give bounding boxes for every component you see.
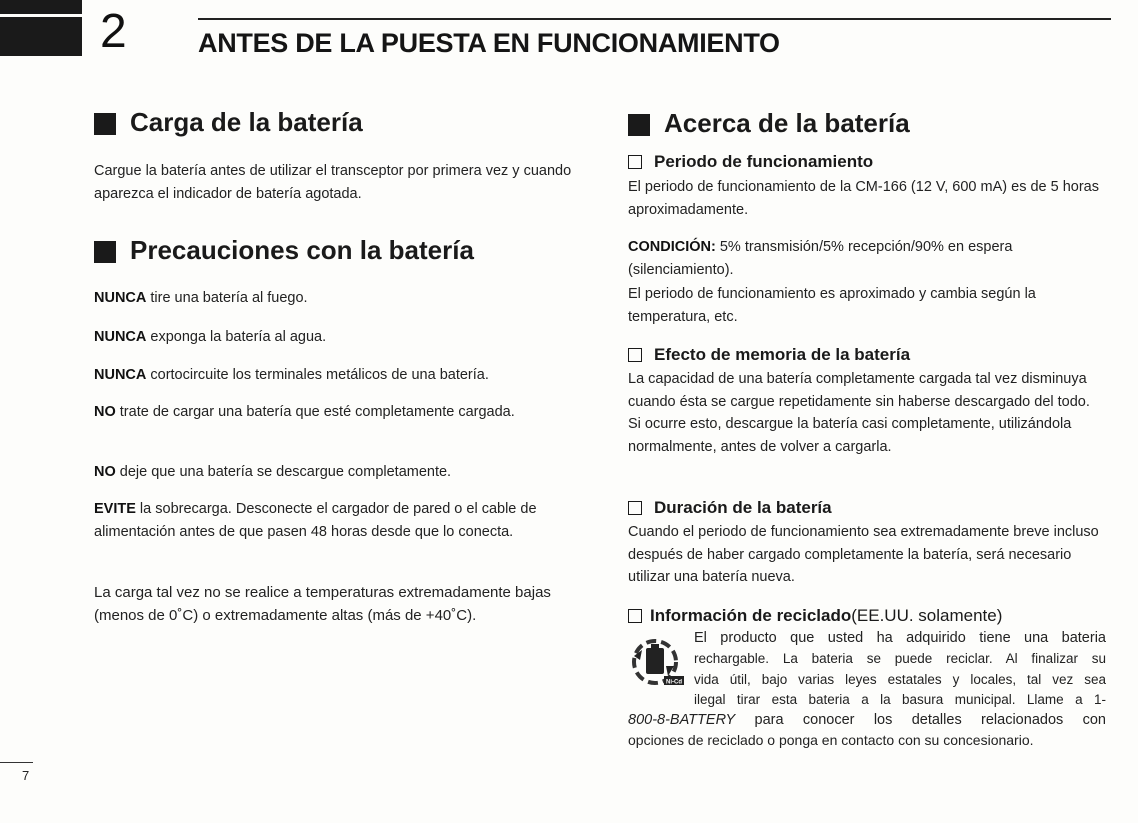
periodo-text: El periodo de funcionamiento de la CM-166 (12 V, 600 mA) es de 5 horas aproximadamente. (628, 179, 1099, 218)
chapter-tab (0, 0, 82, 56)
bullet-square-icon (94, 241, 116, 263)
header-rule (198, 18, 1111, 20)
precaution-item: NUNCA tire una batería al fuego. (94, 290, 308, 306)
recycle-line: opciones de reciclado o ponga en contacto con su concesionario. (628, 732, 1034, 748)
precaution-item: NO trate de cargar una batería que esté completamente cargada. (94, 404, 515, 420)
temperature-note: La carga tal vez no se realice a temperaturas extremadamente bajas (menos de 0˚C) o extremadamente altas (más de +40˚C). (94, 584, 551, 624)
section-heading-carga: Carga de la batería (94, 107, 363, 138)
subheading-memoria: Efecto de memoria de la batería (628, 345, 910, 365)
precaution-item: NUNCA cortocircuite los terminales metálicos de una batería. (94, 367, 489, 383)
subheading-reciclado: Información de reciclado (EE.UU. solamente) (628, 606, 1002, 626)
checkbox-square-icon (628, 348, 642, 362)
condicion-text: CONDICIÓN: 5% transmisión/5% recepción/90% en espera (silenciamiento). (628, 239, 1013, 278)
checkbox-square-icon (628, 501, 642, 515)
section-heading-precauciones: Precauciones con la batería (94, 235, 474, 266)
memoria-text: La capacidad de una batería completamente cargada tal vez disminuya cuando ésta se cargue repetidamente sin haberse descargado del todo. Si ocurre esto, descargue la batería casi completamente, utilizándola normalmente, antes de volver a cargarla. (628, 371, 1090, 455)
recycle-line: 800-8-BATTERY para conocer los detalles relacionados con (628, 712, 1106, 728)
chapter-number: 2 (100, 5, 127, 58)
bullet-square-icon (628, 114, 650, 136)
section-heading-acerca: Acerca de la batería (628, 108, 910, 139)
subheading-periodo: Periodo de funcionamiento (628, 152, 873, 172)
recycle-line: El producto que usted ha adquirido tiene una bateria (694, 630, 1106, 646)
recycle-phone: 800-8-BATTERY (628, 712, 736, 728)
subheading-duracion: Duración de la batería (628, 498, 832, 518)
precaution-item: EVITE la sobrecarga. Desconecte el cargador de pared o el cable de alimentación antes de que pasen 48 horas desde que lo conecta. (94, 501, 537, 540)
recycle-line: ilegal tirar esta bateria a la basura municipal. Llame a 1- (694, 692, 1106, 707)
bullet-square-icon (94, 113, 116, 135)
nicd-label: Ni-Cd (666, 679, 682, 686)
chapter-title: ANTES DE LA PUESTA EN FUNCIONAMIENTO (198, 28, 780, 58)
recycle-line: vida útil, bajo varias leyes estatales y locales, tal vez sea (694, 672, 1106, 687)
precaution-item: NUNCA exponga la batería al agua. (94, 329, 327, 345)
checkbox-square-icon (628, 609, 642, 623)
duracion-text: Cuando el periodo de funcionamiento sea extremadamente breve incluso después de haber cargado completamente la batería, será necesario utilizar una batería nueva. (628, 524, 1099, 585)
precaution-item: NO deje que una batería se descargue completamente. (94, 464, 452, 480)
checkbox-square-icon (628, 155, 642, 169)
recycle-battery-icon (628, 636, 686, 690)
page-number-rule (0, 762, 33, 763)
periodo-note: El periodo de funcionamiento es aproximado y cambia según la temperatura, etc. (628, 286, 1036, 325)
carga-text: Cargue la batería antes de utilizar el transceptor por primera vez y cuando aparezca el indicador de batería agotada. (94, 163, 572, 202)
page-number: 7 (22, 768, 30, 783)
recycle-line: rechargable. La bateria se puede reciclar. Al finalizar su (694, 651, 1106, 666)
